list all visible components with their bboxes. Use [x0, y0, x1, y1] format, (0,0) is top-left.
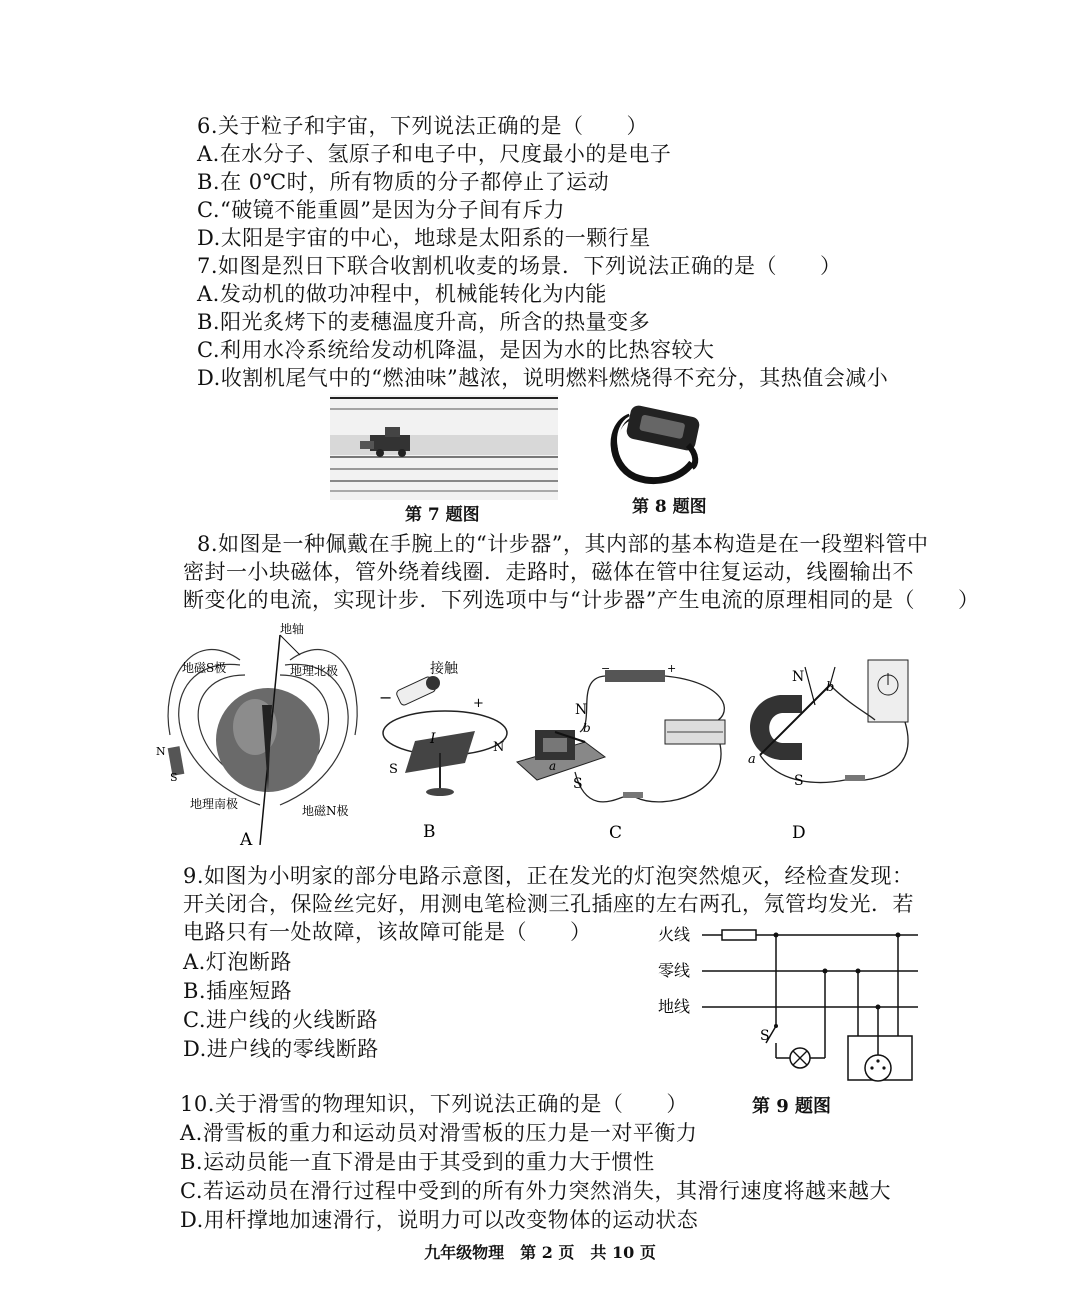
- figD-label: D: [792, 823, 806, 843]
- q8-line-2: 密封一小块磁体，管外绕着线圈．走路时，磁体在管中往复运动，线圈输出不: [183, 560, 914, 584]
- figB-label: B: [423, 822, 436, 842]
- figC-n: N: [575, 702, 588, 718]
- figC-b: b: [583, 721, 591, 735]
- q7-option-c: C.利用水冷系统给发动机降温，是因为水的比热容较大: [197, 338, 715, 362]
- q7-option-b: B.阳光炙烤下的麦穗温度升高，所含的热量变多: [197, 310, 651, 334]
- page-footer: 九年级物理 第 2 页 共 10 页: [424, 1243, 656, 1262]
- q7-stem: 7.如图是烈日下联合收割机收麦的场景．下列说法正确的是（ ）: [197, 254, 842, 278]
- figC-label: C: [609, 823, 623, 843]
- figD-b: b: [826, 680, 835, 695]
- svg-text:−: −: [601, 662, 611, 675]
- fig9-caption: 第 9 题图: [752, 1096, 832, 1117]
- fig9-switch-label: S: [760, 1028, 770, 1044]
- q9-option-d: D.进户线的零线断路: [183, 1037, 379, 1061]
- fig9-neutral-label: 零线: [658, 961, 691, 980]
- fig7-caption: 第 7 题图: [405, 505, 480, 525]
- induction-figure: [740, 655, 920, 845]
- q9-line-3: 电路只有一处故障，该故障可能是（ ）: [183, 920, 592, 944]
- figA-geo-s: 地理南极: [190, 797, 239, 811]
- q10-option-c: C.若运动员在滑行过程中受到的所有外力突然消失，其滑行速度将越来越大: [180, 1179, 891, 1203]
- figA-label: A: [240, 830, 253, 845]
- fig9-live-label: 火线: [658, 925, 691, 944]
- household-circuit-figure: [650, 918, 930, 1093]
- oersted-experiment-figure: [375, 655, 525, 845]
- figA-mag-n: 地磁N极: [302, 804, 349, 818]
- figA-geo-n: 地理北极: [290, 664, 339, 678]
- switch-icon: [845, 775, 865, 781]
- socket-icon: [865, 1055, 891, 1081]
- q6-option-c: C.“破镜不能重圆”是因为分子间有斥力: [197, 198, 565, 222]
- q9-option-a: A.灯泡断路: [183, 950, 292, 974]
- figD-a: a: [748, 752, 756, 767]
- fuse-icon: [722, 930, 756, 940]
- svg-text:+: +: [667, 662, 677, 675]
- q10-option-b: B.运动员能一直下滑是由于其受到的重力大于惯性: [180, 1150, 655, 1174]
- earth-magnetic-field-figure: [150, 615, 380, 845]
- q8-line-3: 断变化的电流，实现计步．下列选项中与“计步器”产生电流的原理相同的是（ ）: [183, 588, 980, 612]
- fig8-caption: 第 8 题图: [632, 497, 707, 517]
- harvester-photo: [330, 395, 558, 500]
- battery-icon: [395, 676, 440, 707]
- q6-stem: 6.关于粒子和宇宙，下列说法正确的是（ ）: [197, 114, 649, 138]
- figA-needle-n: N: [156, 745, 166, 758]
- q7-option-a: A.发动机的做功冲程中，机械能转化为内能: [197, 282, 607, 306]
- figB-s: S: [389, 762, 398, 777]
- figB-current: I: [430, 731, 436, 747]
- motor-principle-figure: [515, 662, 745, 845]
- battery-icon: [605, 670, 665, 682]
- fig9-ground-label: 地线: [658, 997, 691, 1016]
- q10-option-a: A.滑雪板的重力和运动员对滑雪板的压力是一对平衡力: [180, 1121, 698, 1145]
- q9-option-c: C.进户线的火线断路: [183, 1008, 378, 1032]
- figA-needle-s: S: [170, 771, 178, 784]
- pedometer-icon: [600, 405, 710, 490]
- galvanometer-icon: [868, 660, 908, 722]
- magnet-icon: [750, 695, 802, 760]
- svg-text:+: +: [473, 696, 484, 711]
- figD-s: S: [794, 773, 804, 789]
- q6-option-b: B.在 0℃时，所有物质的分子都停止了运动: [197, 170, 610, 194]
- figA-axis: 地轴: [280, 622, 305, 636]
- q9-line-1: 9.如图为小明家的部分电路示意图，正在发光的灯泡突然熄灭，经检查发现：: [183, 864, 914, 888]
- svg-text:−: −: [379, 688, 393, 707]
- switch-icon: [623, 792, 643, 798]
- q10-stem: 10.关于滑雪的物理知识，下列说法正确的是（ ）: [180, 1092, 688, 1116]
- q8-line-1: 8.如图是一种佩戴在手腕上的“计步器”，其内部的基本构造是在一段塑料管中: [197, 532, 929, 556]
- q6-option-d: D.太阳是宇宙的中心，地球是太阳系的一颗行星: [197, 226, 651, 250]
- q9-option-b: B.插座短路: [183, 979, 293, 1003]
- figC-a: a: [549, 759, 557, 773]
- figB-n: N: [493, 740, 505, 755]
- figD-n: N: [792, 669, 805, 685]
- q9-line-2: 开关闭合，保险丝完好，用测电笔检测三孔插座的左右两孔，氖管均发光．若: [183, 892, 914, 916]
- q10-option-d: D.用杆撑地加速滑行，说明力可以改变物体的运动状态: [180, 1208, 699, 1232]
- q7-option-d: D.收割机尾气中的“燃油味”越浓，说明燃料燃烧得不充分，其热值会减小: [197, 366, 889, 390]
- q6-option-a: A.在水分子、氢原子和电子中，尺度最小的是电子: [197, 142, 672, 166]
- figA-mag-s: 地磁S极: [182, 661, 227, 675]
- figC-s: S: [573, 776, 583, 792]
- figB-contact: 接触: [430, 661, 458, 677]
